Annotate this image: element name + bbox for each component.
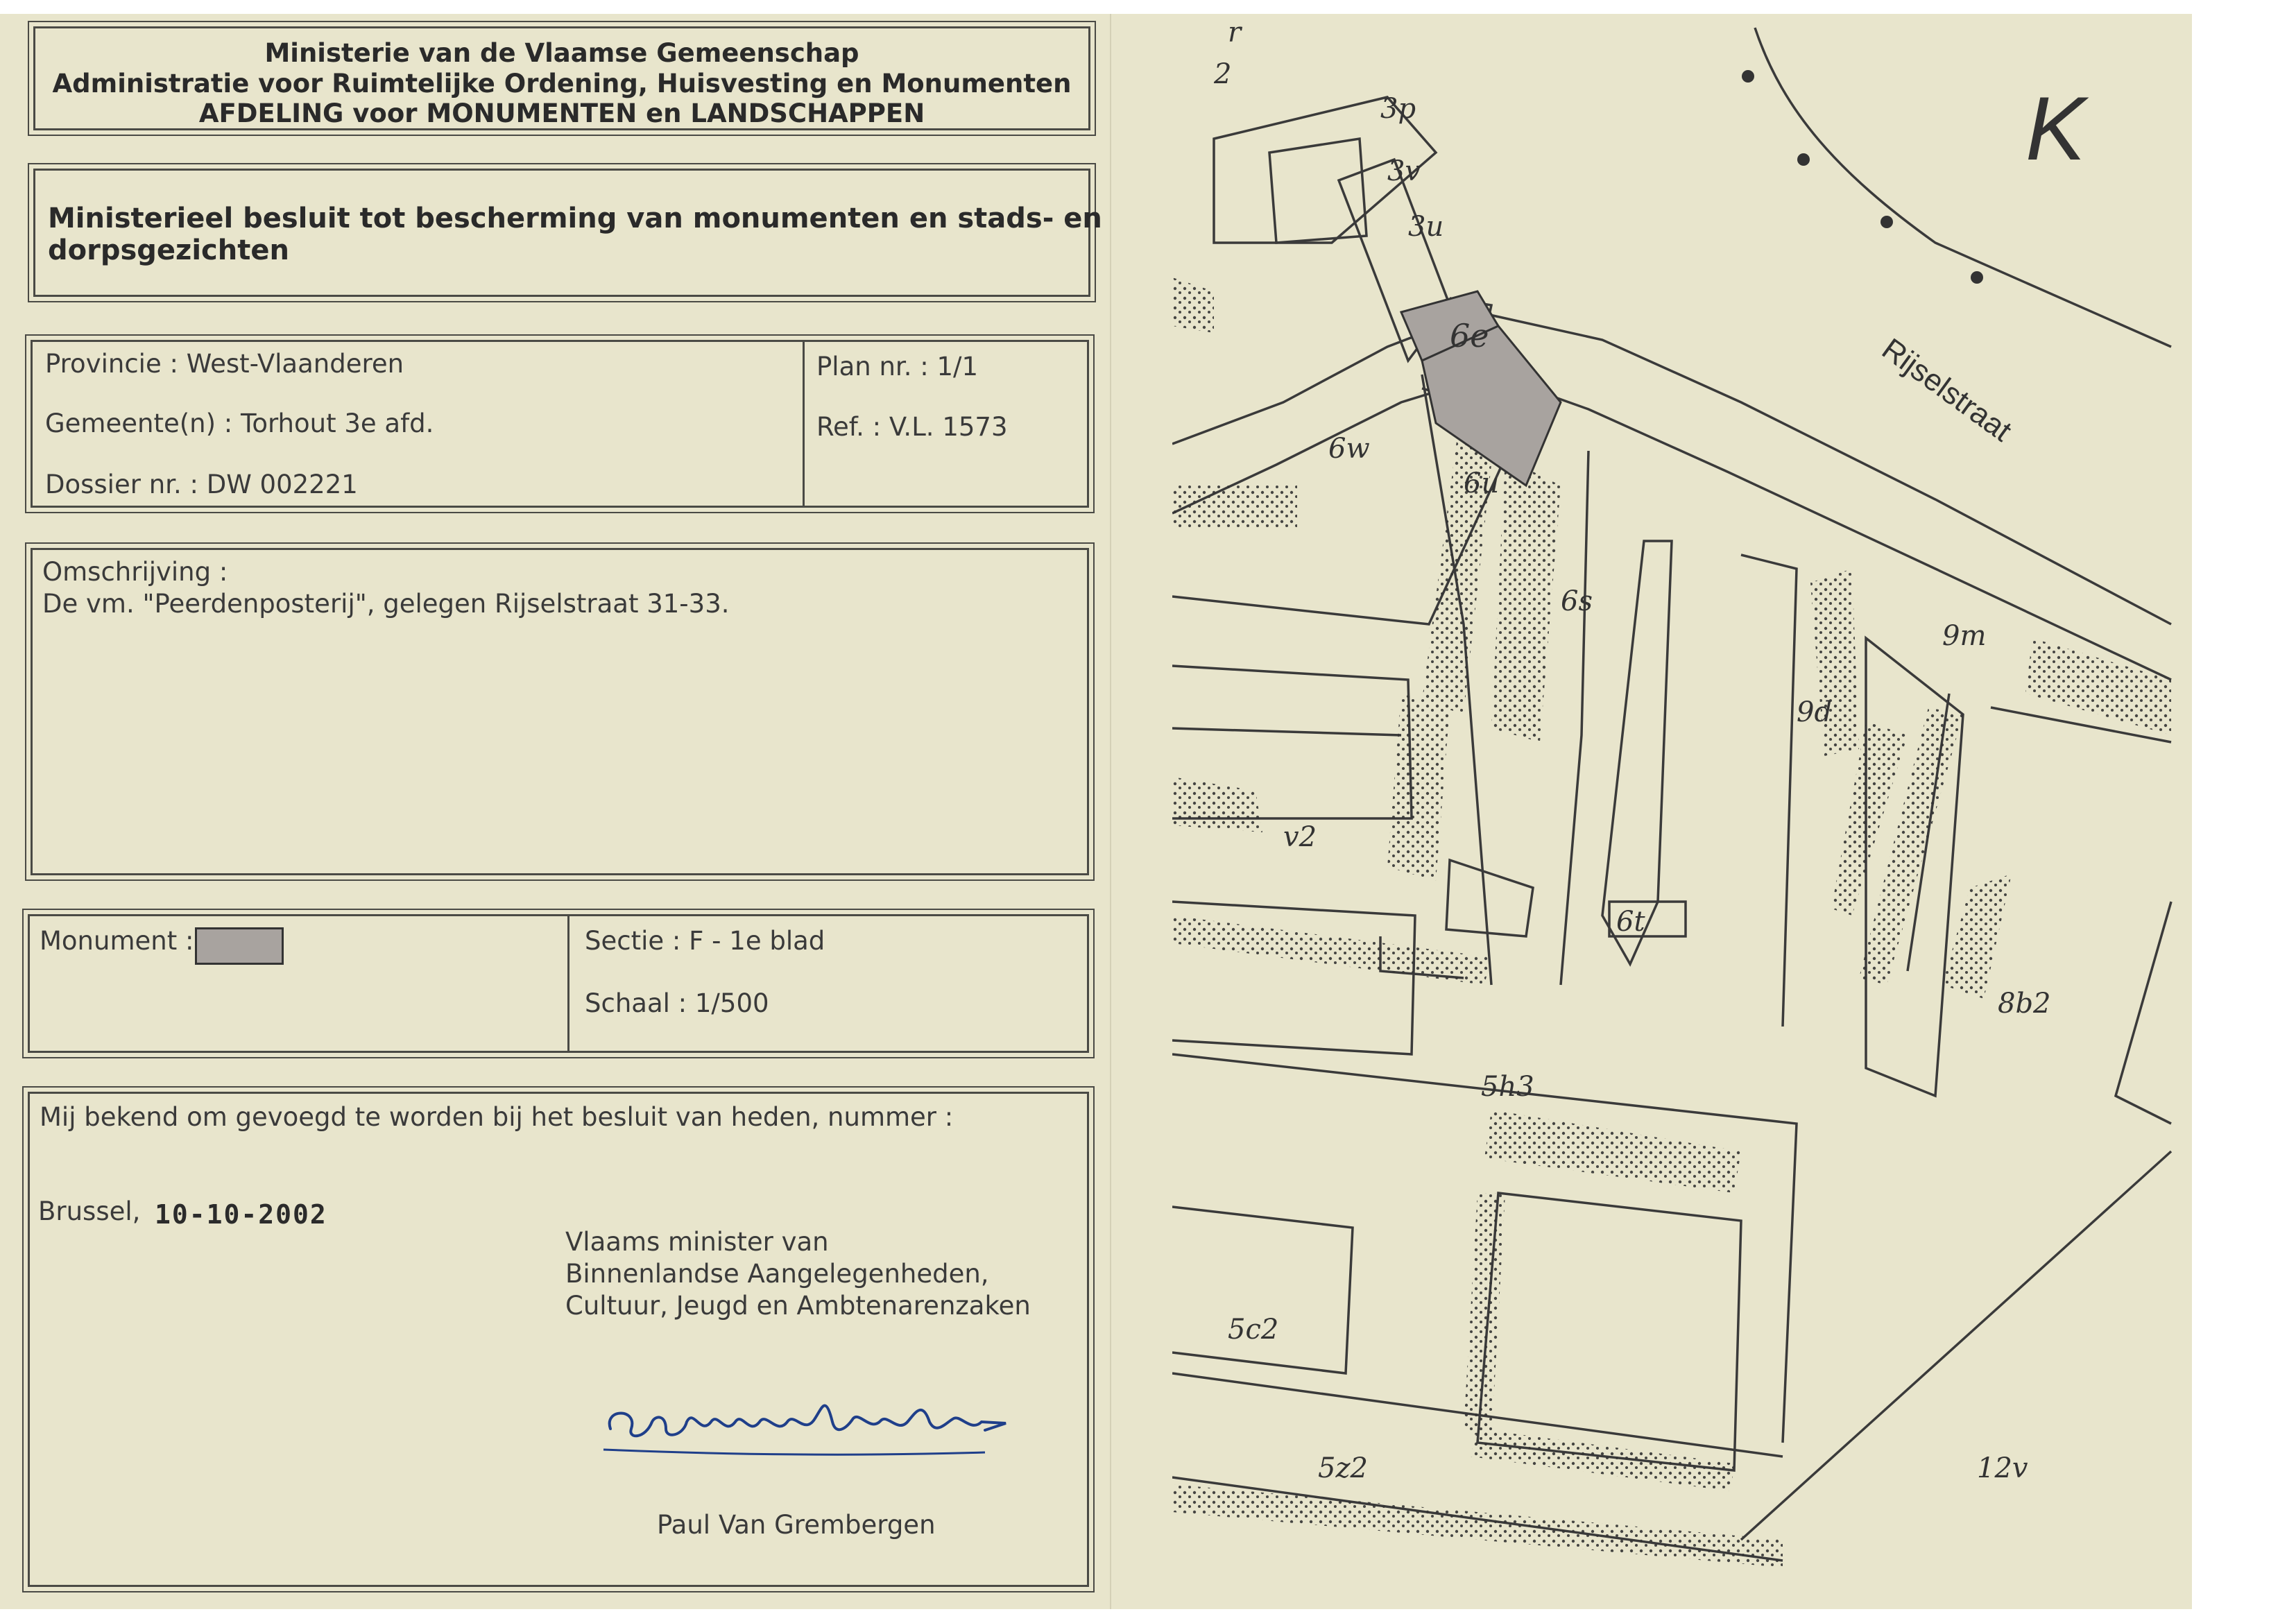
map-label-r: r [1228,17,1242,49]
map-label-6s: 6s [1561,585,1593,617]
approval-box [28,1092,1089,1587]
map-label-5z2: 5z2 [1318,1452,1368,1484]
page-fold [1110,14,1111,1609]
signatory-name: Paul Van Grembergen [657,1510,936,1540]
administration-name: Administratie voor Ruimtelijke Ordening, Huisvesting en Monumenten [52,69,1072,98]
minister-title-line2: Binnenlandse Aangelegenheden, [565,1259,989,1289]
monument-label: Monument : [40,926,194,956]
approval-place: Brussel, [38,1196,141,1226]
map-label-9m: 9m [1942,620,1987,652]
ministry-header-box [33,26,1090,130]
map-label-v2: v2 [1283,821,1317,853]
location-divider [803,342,805,506]
description-label: Omschrijving : [42,557,228,587]
legend-box [28,914,1089,1053]
monument-swatch [195,927,284,965]
map-label-5h3: 5h3 [1481,1071,1534,1103]
decree-title-line2: dorpsgezichten [48,234,289,266]
decree-title-line1: Ministerieel besluit tot bescherming van monumenten en stads- en [48,203,1102,234]
map-label-6u: 6u [1464,467,1500,499]
date-stamp: 10-10-2002 [155,1199,327,1230]
map-label-6e: 6e [1450,317,1489,354]
ministry-name: Ministerie van de Vlaamse Gemeenschap [264,38,859,68]
legend-divider [567,916,569,1051]
ref-field: Ref. : V.L. 1573 [816,412,1008,442]
decree-title-box [33,169,1102,297]
dossier-field: Dossier nr. : DW 002221 [45,470,358,499]
minister-title-line1: Vlaams minister van [565,1227,829,1257]
description-box [31,548,1089,875]
cadastral-map [1172,14,2178,1609]
cadastral-map-svg [1172,14,2178,1609]
sectie-field: Sectie : F - 1e blad [585,926,825,956]
map-label-6t: 6t [1616,906,1645,938]
description-text: De vm. "Peerdenposterij", gelegen Rijselstraat 31-33. [42,589,730,619]
map-label-3v: 3v [1387,155,1421,187]
location-box [31,340,1089,508]
map-label-6w: 6w [1328,433,1370,465]
plan-field: Plan nr. : 1/1 [816,352,979,381]
map-label-9d: 9d [1797,696,1833,728]
map-corner-letter: K [2025,78,2086,179]
gemeente-field: Gemeente(n) : Torhout 3e afd. [45,409,434,438]
map-label-3u: 3u [1408,211,1444,243]
map-label-2: 2 [1214,58,1232,90]
schaal-field: Schaal : 1/500 [585,988,769,1018]
map-label-3p: 3p [1380,93,1416,125]
provincie-field: Provincie : West-Vlaanderen [45,349,404,379]
handwritten-signature [597,1380,1040,1470]
map-label-5c2: 5c2 [1228,1314,1279,1346]
approval-statement: Mij bekend om gevoegd te worden bij het besluit van heden, nummer : [40,1102,954,1132]
department-name: AFDELING voor MONUMENTEN en LANDSCHAPPEN [198,98,925,128]
street-label-rijselstraat: Rijselstraat [1876,332,2018,449]
map-label-8b2: 8b2 [1998,988,2051,1020]
map-label-12v: 12v [1977,1452,2028,1484]
minister-title-line3: Cultuur, Jeugd en Ambtenarenzaken [565,1291,1031,1321]
